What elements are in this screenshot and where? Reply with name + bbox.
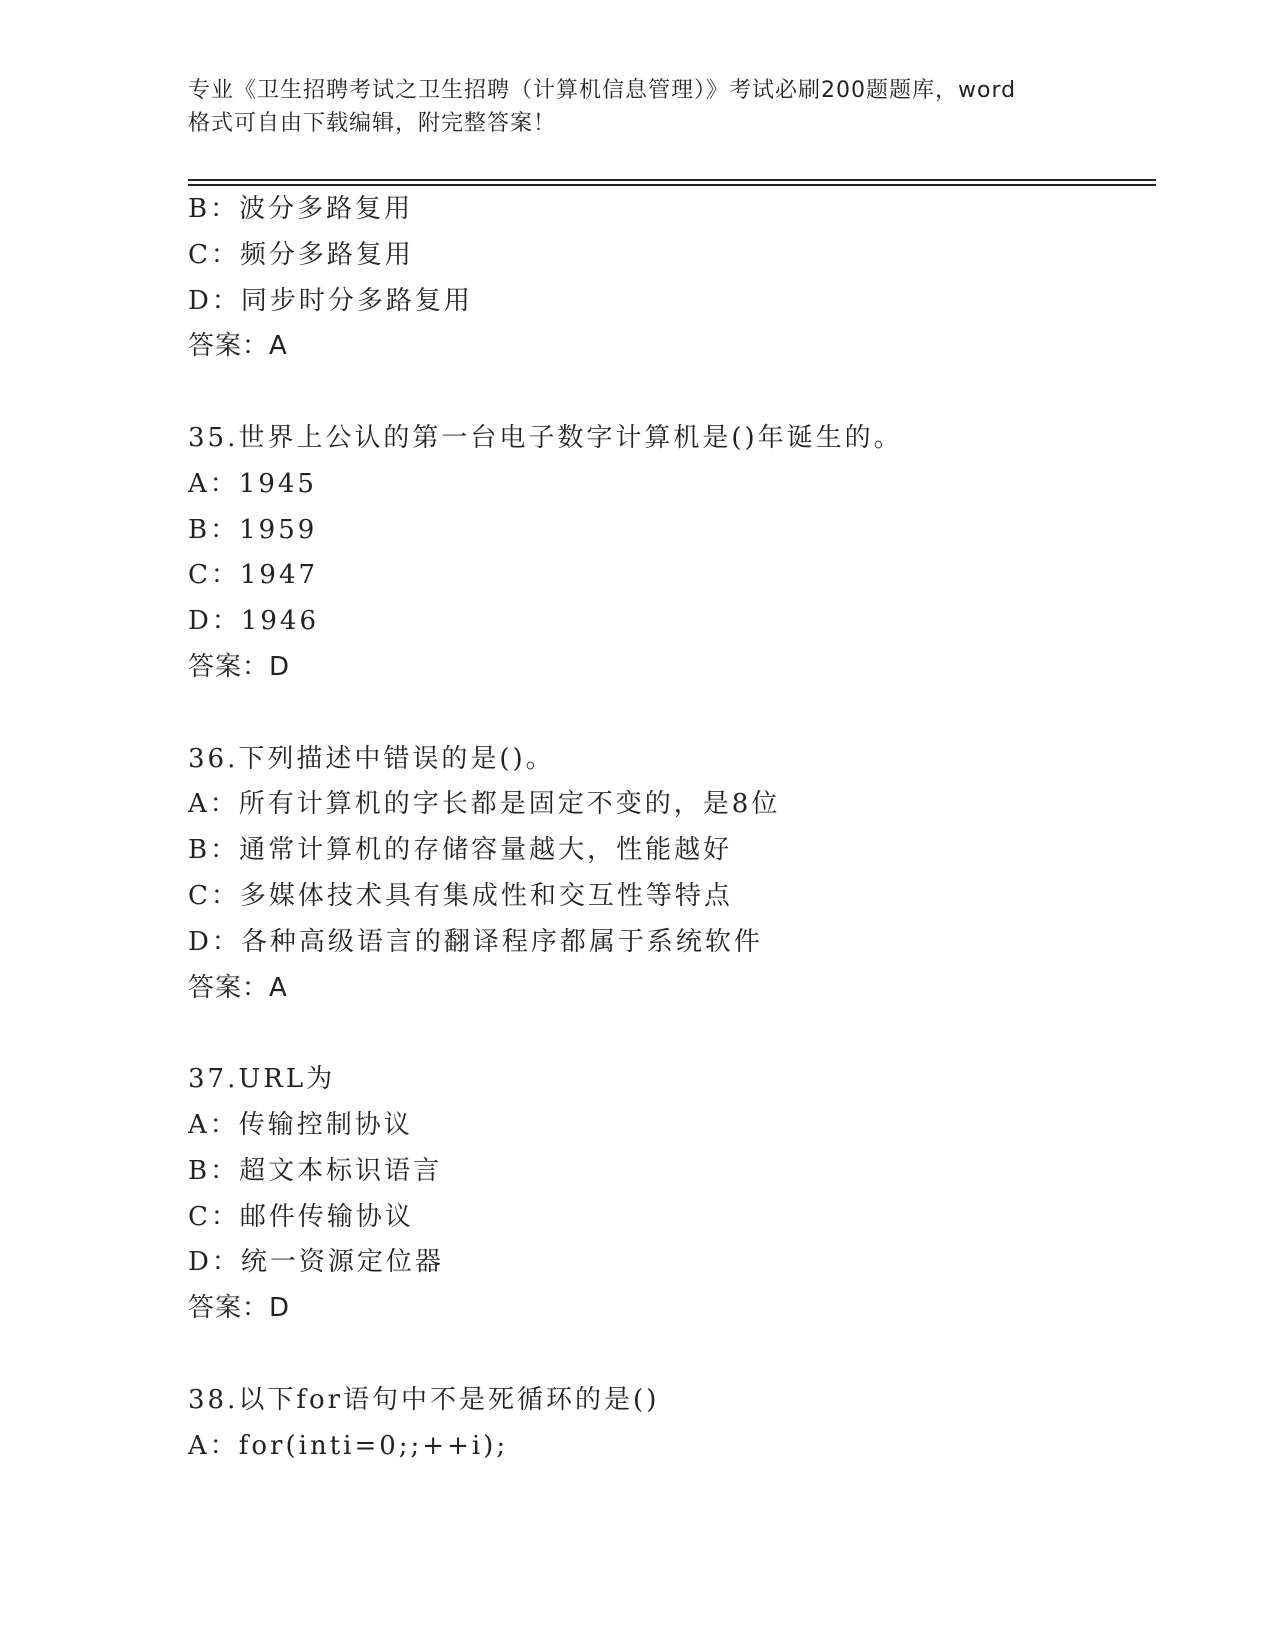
option-c: C：邮件传输协议 — [188, 1201, 414, 1232]
document-header — [188, 74, 1088, 140]
option-b: B：波分多路复用 — [188, 194, 414, 224]
option-a: A：1945 — [188, 468, 317, 499]
option-d: D：1946 — [188, 606, 320, 637]
option-b: B：通常计算机的存储容量越大，性能越好 — [188, 835, 733, 866]
option-a: A：传输控制协议 — [188, 1109, 413, 1140]
header-line-2: 格式可自由下载编辑，附完整答案！ — [188, 111, 557, 136]
header-divider-top — [188, 179, 1156, 181]
question-37 — [188, 1057, 1148, 1332]
option-c: C：1947 — [188, 560, 319, 591]
question-stem: 38.以下for语句中不是死循环的是() — [188, 1384, 660, 1415]
option-b: B：超文本标识语言 — [188, 1155, 443, 1186]
question-stem: 36.下列描述中错误的是()。 — [188, 743, 555, 774]
option-a: A：for(inti=0;;++i); — [188, 1430, 509, 1461]
answer: 答案：A — [188, 972, 288, 1003]
option-d: D：各种高级语言的翻译程序都属于系统软件 — [188, 926, 763, 957]
question-stem: 35.世界上公认的第一台电子数字计算机是()年诞生的。 — [188, 422, 903, 453]
question-list — [188, 187, 1148, 1469]
option-c: C：频分多路复用 — [188, 239, 414, 270]
answer: 答案：D — [188, 651, 291, 682]
question-35 — [188, 416, 1148, 691]
option-c: C：多媒体技术具有集成性和交互性等特点 — [188, 880, 733, 911]
answer: 答案：D — [188, 1293, 291, 1324]
question-34 — [188, 187, 1148, 370]
header-line-1: 专业《卫生招聘考试之卫生招聘（计算机信息管理）》考试必刷200题题库，word — [188, 78, 1017, 103]
option-a: A：所有计算机的字长都是固定不变的，是8位 — [188, 789, 781, 820]
option-b: B：1959 — [188, 514, 318, 545]
question-stem: 37.URL为 — [188, 1064, 336, 1095]
header-divider-bottom — [188, 184, 1156, 186]
option-d: D：统一资源定位器 — [188, 1247, 444, 1278]
answer: 答案：A — [188, 331, 288, 362]
question-38 — [188, 1378, 1148, 1470]
option-d: D：同步时分多路复用 — [188, 285, 473, 316]
question-36 — [188, 737, 1148, 1012]
